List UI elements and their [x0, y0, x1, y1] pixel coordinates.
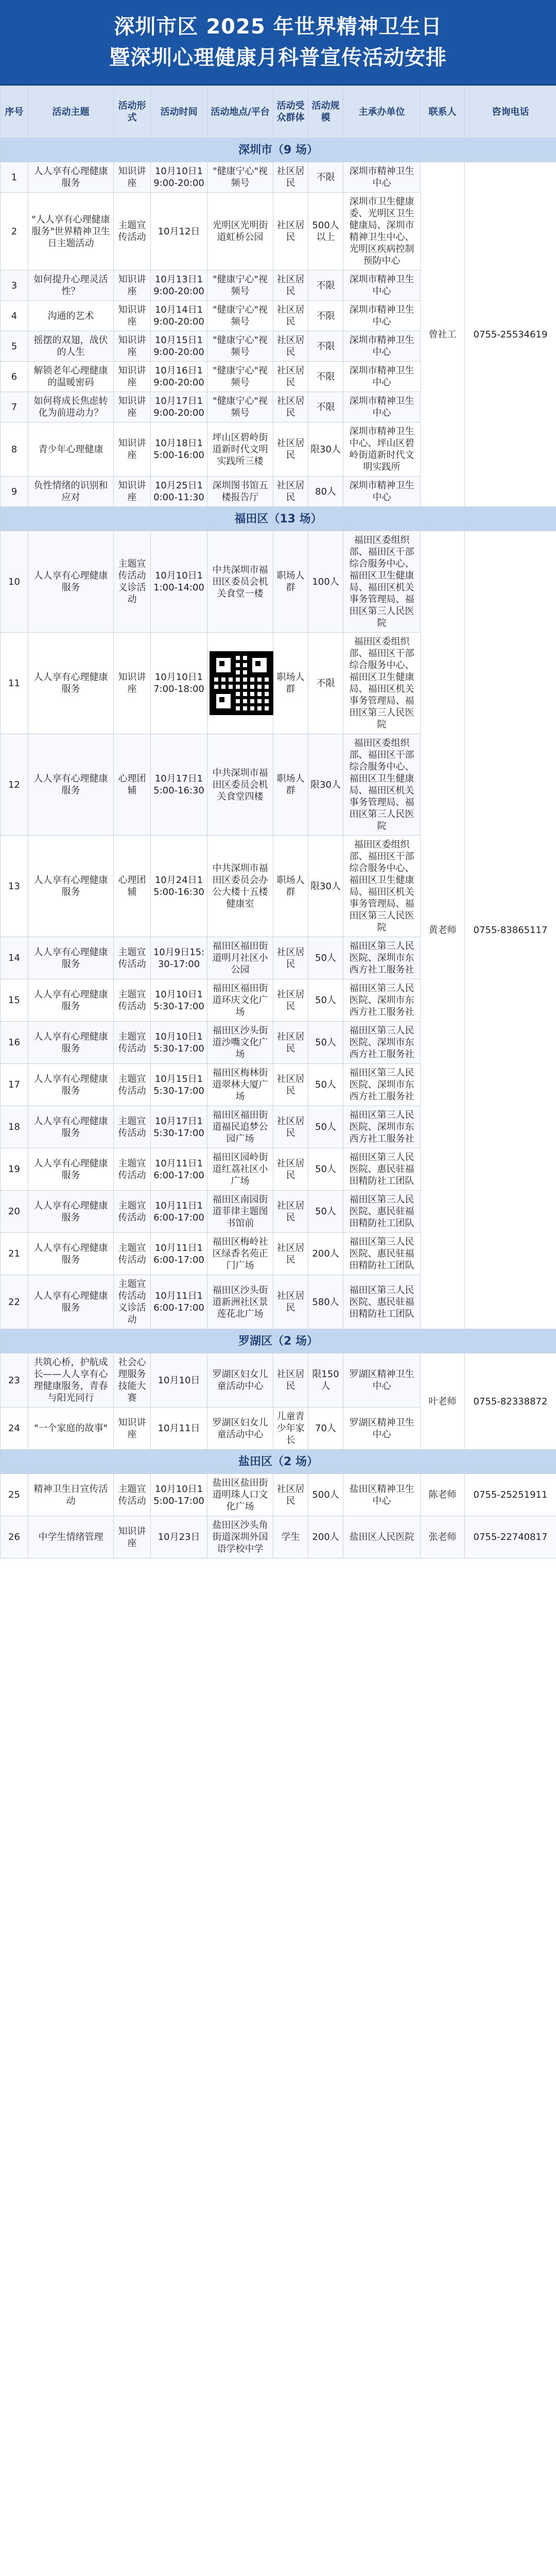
cell-scale: 80人 [308, 477, 343, 507]
cell-scale: 不限 [308, 633, 343, 734]
cell-no: 16 [1, 1022, 28, 1064]
table-row [1, 1474, 556, 1516]
cell-time: 10月10日15:00-17:00 [151, 1474, 207, 1516]
cell-audience: 儿童青少年家长 [273, 1408, 308, 1450]
cell-time: 10月11日16:00-17:00 [151, 1191, 207, 1233]
cell-host: 福田区委组织部、福田区干部综合服务中心、福田区卫生健康局、福田区机关事务管理局、福田区第三人民医院 [343, 734, 421, 836]
cell-phone[interactable]: 0755-22740817 [465, 1516, 556, 1558]
cell-scale: 200人 [308, 1233, 343, 1275]
cell-place: 福田区梅岭社区绿香名苑正门广场 [207, 1233, 273, 1275]
cell-theme: 人人享有心理健康服务 [28, 1233, 114, 1275]
cell-place: 中共深圳市福田区委员会办公大楼十五楼健康室 [207, 836, 273, 937]
cell-theme: 人人享有心理健康服务 [28, 633, 114, 734]
cell-place: 盐田区沙头角街道深圳外国语学校中学 [207, 1516, 273, 1558]
header-contact: 联系人 [421, 86, 465, 138]
table-header-row [1, 86, 556, 138]
cell-scale: 50人 [308, 1064, 343, 1106]
header-phone: 咨询电话 [465, 86, 556, 138]
cell-form: 主题宣传活动 [114, 1233, 151, 1275]
section-title: 深圳市（9 场） [1, 138, 556, 162]
cell-host: 福田区委组织部、福田区干部综合服务中心、福田区卫生健康局、福田区机关事务管理局、福田区第三人民医院 [343, 531, 421, 633]
cell-host: 福田区第三人民医院、深圳市东西方社工服务社 [343, 937, 421, 979]
cell-scale: 限30人 [308, 422, 343, 477]
cell-form: 知识讲座 [114, 362, 151, 392]
cell-audience: 社区居民 [273, 1022, 308, 1064]
cell-form: 心理团辅 [114, 836, 151, 937]
cell-audience: 职场人群 [273, 633, 308, 734]
cell-no: 21 [1, 1233, 28, 1275]
cell-place: 坪山区碧岭街道新时代文明实践所三楼 [207, 422, 273, 477]
cell-form: 主题宣传活动义诊活动 [114, 531, 151, 633]
cell-scale: 50人 [308, 1148, 343, 1191]
cell-place [207, 633, 273, 734]
cell-scale: 50人 [308, 979, 343, 1022]
cell-place: "健康宁心"视频号 [207, 270, 273, 301]
cell-form: 知识讲座 [114, 331, 151, 362]
cell-theme: 沟通的艺术 [28, 301, 114, 331]
cell-form: 心理团辅 [114, 734, 151, 836]
cell-scale: 580人 [308, 1275, 343, 1329]
cell-no: 15 [1, 979, 28, 1022]
cell-place: 福田区福田街道明月社区小公园 [207, 937, 273, 979]
cell-no: 20 [1, 1191, 28, 1233]
cell-host: 深圳市精神卫生中心 [343, 162, 421, 193]
cell-form: 主题宣传活动 [114, 1148, 151, 1191]
cell-no: 11 [1, 633, 28, 734]
cell-host: 罗湖区精神卫生中心 [343, 1408, 421, 1450]
cell-time: 10月10日17:00-18:00 [151, 633, 207, 734]
cell-time: 10月10日15:30-17:00 [151, 979, 207, 1022]
cell-theme: 人人享有心理健康服务 [28, 1148, 114, 1191]
cell-time: 10月15日15:30-17:00 [151, 1064, 207, 1106]
section-row [1, 138, 556, 162]
cell-theme: 人人享有心理健康服务 [28, 937, 114, 979]
cell-form: 主题宣传活动 [114, 1022, 151, 1064]
cell-scale: 100人 [308, 531, 343, 633]
cell-phone[interactable]: 0755-82338872 [465, 1353, 556, 1450]
cell-place: 罗湖区妇女儿童活动中心 [207, 1408, 273, 1450]
cell-time: 10月11日 [151, 1408, 207, 1450]
cell-time: 10月15日19:00-20:00 [151, 331, 207, 362]
cell-scale: 500人以上 [308, 193, 343, 270]
cell-place: "健康宁心"视频号 [207, 331, 273, 362]
cell-form: 主题宣传活动 [114, 1106, 151, 1148]
cell-audience: 社区居民 [273, 1474, 308, 1516]
schedule-body [1, 138, 556, 1558]
cell-theme: 负性情绪的识别和应对 [28, 477, 114, 507]
table-row [1, 531, 556, 633]
cell-no: 18 [1, 1106, 28, 1148]
cell-time: 10月10日 [151, 1353, 207, 1408]
cell-place: 深圳图书馆五楼报告厅 [207, 477, 273, 507]
cell-time: 10月10日11:00-14:00 [151, 531, 207, 633]
cell-scale: 不限 [308, 301, 343, 331]
cell-form: 知识讲座 [114, 392, 151, 422]
table-row [1, 162, 556, 193]
cell-form: 主题宣传活动 [114, 1064, 151, 1106]
cell-no: 2 [1, 193, 28, 270]
cell-no: 14 [1, 937, 28, 979]
cell-no: 17 [1, 1064, 28, 1106]
cell-no: 23 [1, 1353, 28, 1408]
cell-no: 10 [1, 531, 28, 633]
cell-audience: 社区居民 [273, 270, 308, 301]
cell-contact: 黄老师 [421, 531, 465, 1329]
cell-scale: 500人 [308, 1474, 343, 1516]
page-title-line-2: 暨深圳心理健康月科普宣传活动安排 [109, 46, 447, 70]
cell-time: 10月13日19:00-20:00 [151, 270, 207, 301]
cell-theme: 人人享有心理健康服务 [28, 734, 114, 836]
cell-phone[interactable]: 0755-25251911 [465, 1474, 556, 1516]
cell-theme: 人人享有心理健康服务 [28, 1064, 114, 1106]
cell-audience: 职场人群 [273, 531, 308, 633]
cell-time: 10月23日 [151, 1516, 207, 1558]
cell-theme: "一个家庭的故事" [28, 1408, 114, 1450]
cell-host: 深圳市精神卫生中心、坪山区碧岭街道新时代文明实践所 [343, 422, 421, 477]
cell-contact: 张老师 [421, 1516, 465, 1558]
section-title: 罗湖区（2 场） [1, 1329, 556, 1353]
cell-host: 深圳市精神卫生中心 [343, 270, 421, 301]
cell-host: 深圳市精神卫生中心 [343, 362, 421, 392]
cell-scale: 限30人 [308, 836, 343, 937]
cell-no: 8 [1, 422, 28, 477]
cell-host: 深圳市卫生健康委、光明区卫生健康局、深圳市精神卫生中心、光明区疾病控制预防中心 [343, 193, 421, 270]
cell-time: 10月25日10:00-11:30 [151, 477, 207, 507]
cell-theme: 中学生情绪管理 [28, 1516, 114, 1558]
cell-place: 福田区福田街道环庆文化广场 [207, 979, 273, 1022]
cell-scale: 50人 [308, 1106, 343, 1148]
cell-no: 13 [1, 836, 28, 937]
cell-host: 罗湖区精神卫生中心 [343, 1353, 421, 1408]
cell-audience: 社区居民 [273, 1148, 308, 1191]
cell-form: 知识讲座 [114, 270, 151, 301]
cell-no: 5 [1, 331, 28, 362]
cell-theme: 共筑心桥，护航成长——人人享有心理健康服务，青春与阳光同行 [28, 1353, 114, 1408]
cell-form: 主题宣传活动 [114, 979, 151, 1022]
cell-contact: 陈老师 [421, 1474, 465, 1516]
cell-theme: 人人享有心理健康服务 [28, 1106, 114, 1148]
cell-scale: 不限 [308, 162, 343, 193]
schedule-table [0, 86, 556, 1558]
cell-place: "健康宁心"视频号 [207, 301, 273, 331]
page-title-banner [0, 0, 556, 86]
cell-host: 福田区委组织部、福田区干部综合服务中心、福田区卫生健康局、福田区机关事务管理局、福田区第三人民医院 [343, 633, 421, 734]
cell-time: 10月16日19:00-20:00 [151, 362, 207, 392]
cell-host: 福田区第三人民医院、惠民驻福田精防社工团队 [343, 1148, 421, 1191]
cell-theme: 人人享有心理健康服务 [28, 1275, 114, 1329]
cell-place: "健康宁心"视频号 [207, 392, 273, 422]
cell-theme: 摇摆的双翅，战伏的人生 [28, 331, 114, 362]
cell-theme: 如何提升心理灵活性？ [28, 270, 114, 301]
cell-audience: 社区居民 [273, 477, 308, 507]
cell-audience: 社区居民 [273, 193, 308, 270]
cell-host: 福田区第三人民医院、惠民驻福田精防社工团队 [343, 1275, 421, 1329]
cell-contact: 曾社工 [421, 162, 465, 507]
cell-place: 中共深圳市福田区委员会机关食堂四楼 [207, 734, 273, 836]
cell-form: 知识讲座 [114, 162, 151, 193]
cell-theme: 精神卫生日宣传活动 [28, 1474, 114, 1516]
cell-host: 深圳市精神卫生中心 [343, 301, 421, 331]
cell-scale: 不限 [308, 392, 343, 422]
cell-time: 10月9日15:30-17:00 [151, 937, 207, 979]
cell-place: 光明区光明街道虹桥公园 [207, 193, 273, 270]
cell-time: 10月11日16:00-17:00 [151, 1233, 207, 1275]
cell-no: 7 [1, 392, 28, 422]
qr-finder-pattern [213, 691, 234, 711]
section-title: 福田区（13 场） [1, 507, 556, 531]
cell-form: 知识讲座 [114, 1516, 151, 1558]
cell-form: 主题宣传活动 [114, 1474, 151, 1516]
cell-form: 知识讲座 [114, 301, 151, 331]
cell-scale: 50人 [308, 1022, 343, 1064]
header-no: 序号 [1, 86, 28, 138]
qr-finder-pattern [213, 655, 234, 675]
table-row [1, 1353, 556, 1408]
cell-audience: 社区居民 [273, 1064, 308, 1106]
cell-no: 22 [1, 1275, 28, 1329]
cell-place: 中共深圳市福田区委员会机关食堂一楼 [207, 531, 273, 633]
cell-theme: 人人享有心理健康服务 [28, 162, 114, 193]
cell-host: 盐田区精神卫生中心 [343, 1474, 421, 1516]
cell-host: 福田区第三人民医院、惠民驻福田精防社工团队 [343, 1191, 421, 1233]
page-title-line-1: 深圳市区 2025 年世界精神卫生日 [114, 15, 442, 39]
cell-scale: 限30人 [308, 734, 343, 836]
cell-host: 深圳市精神卫生中心 [343, 392, 421, 422]
cell-audience: 社区居民 [273, 1106, 308, 1148]
qr-code-icon[interactable] [210, 651, 273, 715]
cell-audience: 社区居民 [273, 1233, 308, 1275]
cell-host: 福田区委组织部、福田区干部综合服务中心、福田区卫生健康局、福田区机关事务管理局、福田区第三人民医院 [343, 836, 421, 937]
cell-form: 主题宣传活动 [114, 937, 151, 979]
cell-scale: 70人 [308, 1408, 343, 1450]
header-audience: 活动受众群体 [273, 86, 308, 138]
cell-audience: 社区居民 [273, 1275, 308, 1329]
cell-no: 19 [1, 1148, 28, 1191]
cell-place: 福田区沙头街道沙嘴文化广场 [207, 1022, 273, 1064]
header-scale: 活动规模 [308, 86, 343, 138]
cell-time: 10月24日15:00-16:30 [151, 836, 207, 937]
table-row [1, 1516, 556, 1558]
cell-place: "健康宁心"视频号 [207, 362, 273, 392]
section-title: 盐田区（2 场） [1, 1450, 556, 1474]
cell-time: 10月17日15:00-16:30 [151, 734, 207, 836]
cell-time: 10月18日15:00-16:00 [151, 422, 207, 477]
cell-audience: 职场人群 [273, 836, 308, 937]
header-time: 活动时间 [151, 86, 207, 138]
cell-no: 26 [1, 1516, 28, 1558]
cell-scale: 不限 [308, 362, 343, 392]
cell-place: 福田区南园街道菲律主题图书馆前 [207, 1191, 273, 1233]
cell-host: 福田区第三人民医院、深圳市东西方社工服务社 [343, 1064, 421, 1106]
cell-audience: 社区居民 [273, 362, 308, 392]
cell-no: 3 [1, 270, 28, 301]
cell-time: 10月10日19:00-20:00 [151, 162, 207, 193]
cell-form: 知识讲座 [114, 477, 151, 507]
cell-form: 主题宣传活动 [114, 1191, 151, 1233]
cell-place: "健康宁心"视频号 [207, 162, 273, 193]
cell-time: 10月12日 [151, 193, 207, 270]
cell-theme: 如何将成长焦虑转化为前进动力？ [28, 392, 114, 422]
cell-place: 盐田区盐田街道明珠人口文化广场 [207, 1474, 273, 1516]
cell-no: 6 [1, 362, 28, 392]
cell-no: 24 [1, 1408, 28, 1450]
cell-scale: 限150人 [308, 1353, 343, 1408]
cell-form: 知识讲座 [114, 633, 151, 734]
cell-host: 深圳市精神卫生中心 [343, 477, 421, 507]
cell-no: 25 [1, 1474, 28, 1516]
cell-no: 12 [1, 734, 28, 836]
cell-scale: 50人 [308, 937, 343, 979]
cell-no: 4 [1, 301, 28, 331]
cell-host: 福田区第三人民医院、惠民驻福田精防社工团队 [343, 1233, 421, 1275]
section-row [1, 1329, 556, 1353]
qr-finder-pattern [249, 655, 270, 675]
cell-no: 1 [1, 162, 28, 193]
cell-audience: 社区居民 [273, 162, 308, 193]
cell-audience: 社区居民 [273, 392, 308, 422]
cell-theme: 人人享有心理健康服务 [28, 836, 114, 937]
cell-theme: 人人享有心理健康服务 [28, 1191, 114, 1233]
cell-audience: 社区居民 [273, 979, 308, 1022]
header-place: 活动地点/平台 [207, 86, 273, 138]
cell-place: 福田区沙头街道新洲社区景莲花北广场 [207, 1275, 273, 1329]
cell-audience: 社区居民 [273, 331, 308, 362]
cell-time: 10月14日19:00-20:00 [151, 301, 207, 331]
cell-time: 10月17日19:00-20:00 [151, 392, 207, 422]
cell-audience: 学生 [273, 1516, 308, 1558]
cell-host: 盐田区人民医院 [343, 1516, 421, 1558]
cell-scale: 200人 [308, 1516, 343, 1558]
cell-time: 10月10日15:30-17:00 [151, 1022, 207, 1064]
cell-theme: 人人享有心理健康服务 [28, 1022, 114, 1064]
cell-place: 福田区园岭街道红荔社区小广场 [207, 1148, 273, 1191]
cell-host: 福田区第三人民医院、深圳市东西方社工服务社 [343, 1106, 421, 1148]
cell-scale: 不限 [308, 331, 343, 362]
cell-time: 10月11日16:00-17:00 [151, 1275, 207, 1329]
cell-audience: 社区居民 [273, 422, 308, 477]
cell-host: 福田区第三人民医院、深圳市东西方社工服务社 [343, 979, 421, 1022]
cell-place: 罗湖区妇女儿童活动中心 [207, 1353, 273, 1408]
cell-form: 主题宣传活动义诊活动 [114, 1275, 151, 1329]
cell-form: 社会心理服务技能大赛 [114, 1353, 151, 1408]
cell-contact: 叶老师 [421, 1353, 465, 1450]
cell-time: 10月11日16:00-17:00 [151, 1148, 207, 1191]
cell-place: 福田区福田街道福民追梦公园广场 [207, 1106, 273, 1148]
cell-audience: 社区居民 [273, 1353, 308, 1408]
section-row [1, 1450, 556, 1474]
cell-theme: 青少年心理健康 [28, 422, 114, 477]
cell-theme: "人人享有心理健康服务"世界精神卫生日主题活动 [28, 193, 114, 270]
cell-theme: 人人享有心理健康服务 [28, 979, 114, 1022]
cell-form: 知识讲座 [114, 1408, 151, 1450]
cell-audience: 社区居民 [273, 1191, 308, 1233]
header-host: 主承办单位 [343, 86, 421, 138]
cell-audience: 职场人群 [273, 734, 308, 836]
cell-host: 福田区第三人民医院、深圳市东西方社工服务社 [343, 1022, 421, 1064]
header-theme: 活动主题 [28, 86, 114, 138]
cell-form: 主题宣传活动 [114, 193, 151, 270]
cell-form: 知识讲座 [114, 422, 151, 477]
cell-phone[interactable]: 0755-83865117 [465, 531, 556, 1329]
cell-scale: 不限 [308, 270, 343, 301]
cell-no: 9 [1, 477, 28, 507]
cell-scale: 50人 [308, 1191, 343, 1233]
cell-audience: 社区居民 [273, 301, 308, 331]
cell-host: 深圳市精神卫生中心 [343, 331, 421, 362]
cell-theme: 人人享有心理健康服务 [28, 531, 114, 633]
header-form: 活动形式 [114, 86, 151, 138]
cell-phone[interactable]: 0755-25534619 [465, 162, 556, 507]
cell-theme: 解锁老年心理健康的温暖密码 [28, 362, 114, 392]
cell-place: 福田区梅林街道翠林大厦广场 [207, 1064, 273, 1106]
section-row [1, 507, 556, 531]
cell-audience: 社区居民 [273, 937, 308, 979]
cell-time: 10月17日15:30-17:00 [151, 1106, 207, 1148]
